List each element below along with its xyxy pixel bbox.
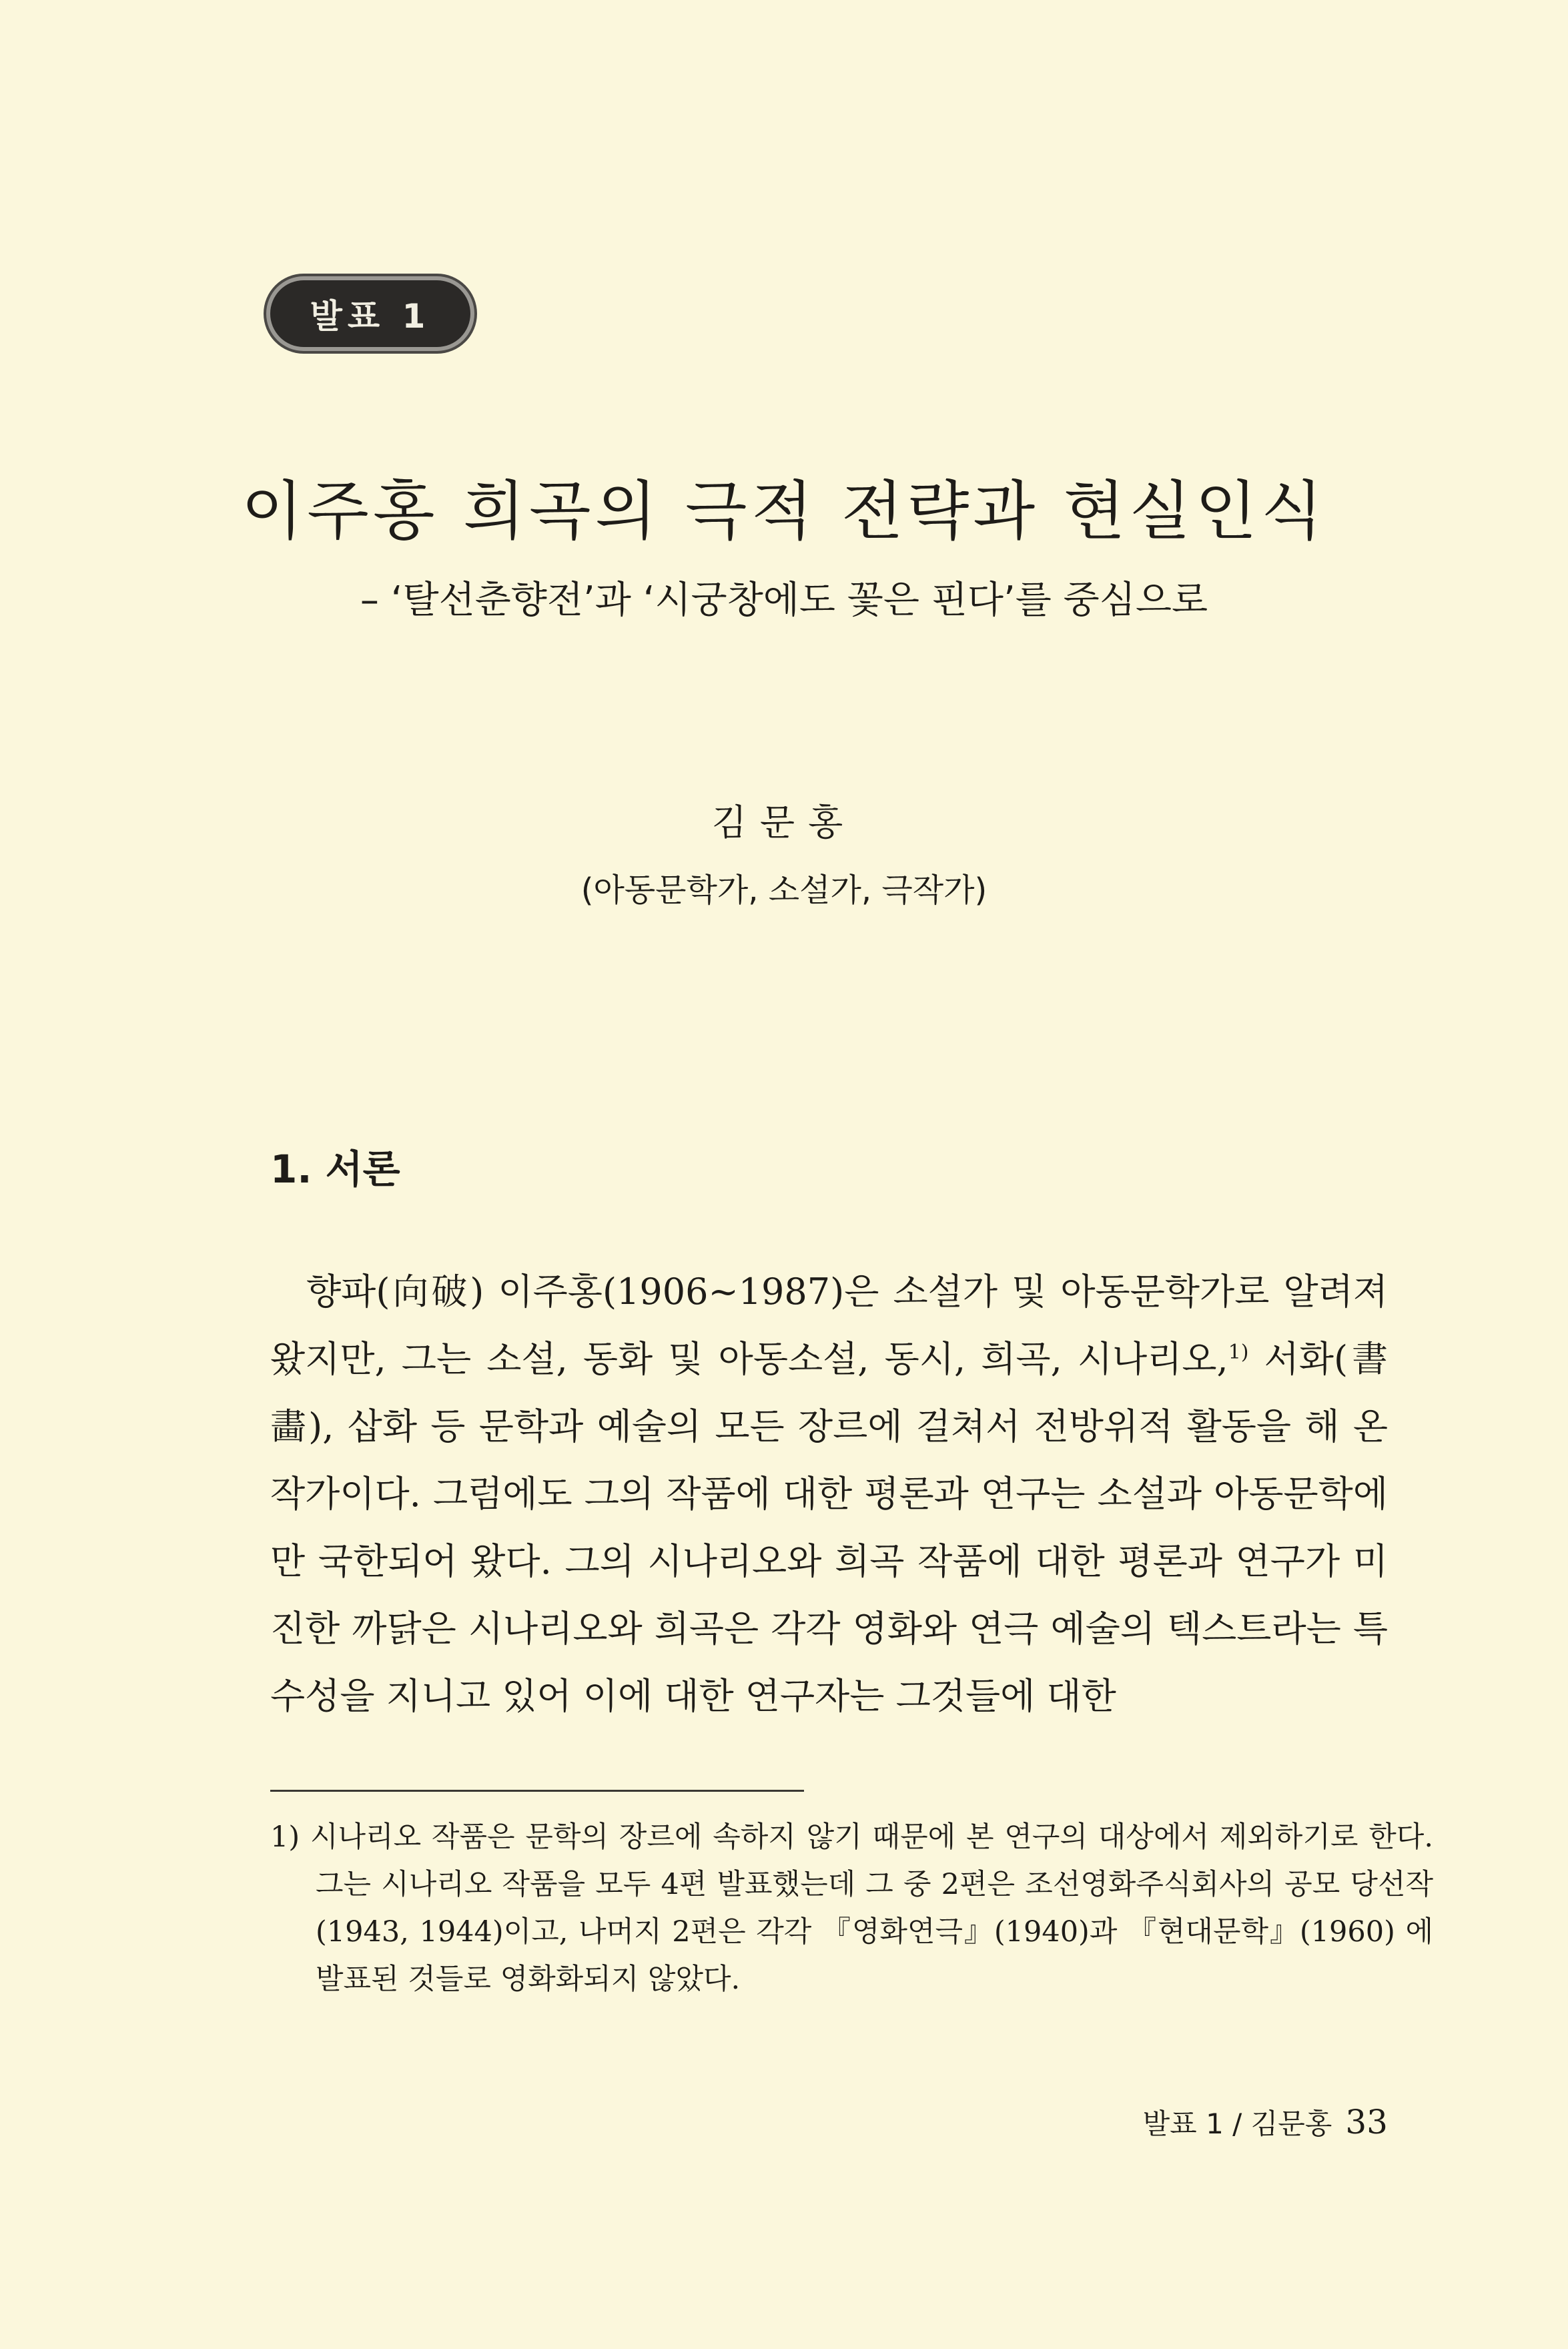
paper-title: 이주홍 희곡의 극적 전략과 현실인식 <box>241 474 1327 549</box>
running-footer: 발표 1 / 김문홍 <box>1142 2107 1332 2140</box>
footnote: 1) 시나리오 작품은 문학의 장르에 속하지 않기 때문에 본 연구의 대상에서 제외하기로 한다. 그는 시나리오 작품을 모두 4편 발표했는데 그 중 2편은 조선영화주식회사의 공모 당선작(1943, 1944)이고, 나머지 2편은 각각 『영화연극』(1940)과 『현대문학』(1960) 에 발표된 것들로 영화화되지 않았다. <box>270 1820 1433 1996</box>
page-footer <box>1143 2102 1388 2142</box>
body-text-part-1: 향파(向破) 이주홍(1906~1987)은 소설가 및 아동문학가로 알려져 왔지만, 그는 소설, 동화 및 아동소설, 동시, 희곡, 시나리오, <box>270 1271 1388 1380</box>
page-number: 33 <box>1345 2103 1388 2141</box>
section-heading: 1. 서론 <box>270 1146 400 1192</box>
badge-label: 발표 1 <box>310 297 431 336</box>
footnote-reference: 1) <box>1228 1341 1249 1364</box>
body-paragraph <box>270 1258 1388 1730</box>
paper-subtitle: – ‘탈선춘향전’과 ‘시궁창에도 꽃은 핀다’를 중심으로 <box>360 579 1208 622</box>
author-affiliation: (아동문학가, 소설가, 극작가) <box>580 872 988 909</box>
body-text-part-2: 서화(書畵), 삽화 등 문학과 예술의 모든 장르에 걸쳐서 전방위적 활동을 해 온 작가이다. 그럼에도 그의 작품에 대한 평론과 연구는 소설과 아동문학에만 국한되어 왔다. 그의 시나리오와 희곡 작품에 대한 평론과 연구가 미진한 까닭은 시나리오와 희곡은 각각 영화와 연극 예술의 텍스트라는 특수성을 지니고 있어 이에 대한 연구자는 그것들에 대한 <box>270 1338 1389 1717</box>
footnote-divider <box>270 1790 804 1792</box>
author-name: 김문홍 <box>711 801 857 844</box>
presentation-badge <box>270 280 470 347</box>
